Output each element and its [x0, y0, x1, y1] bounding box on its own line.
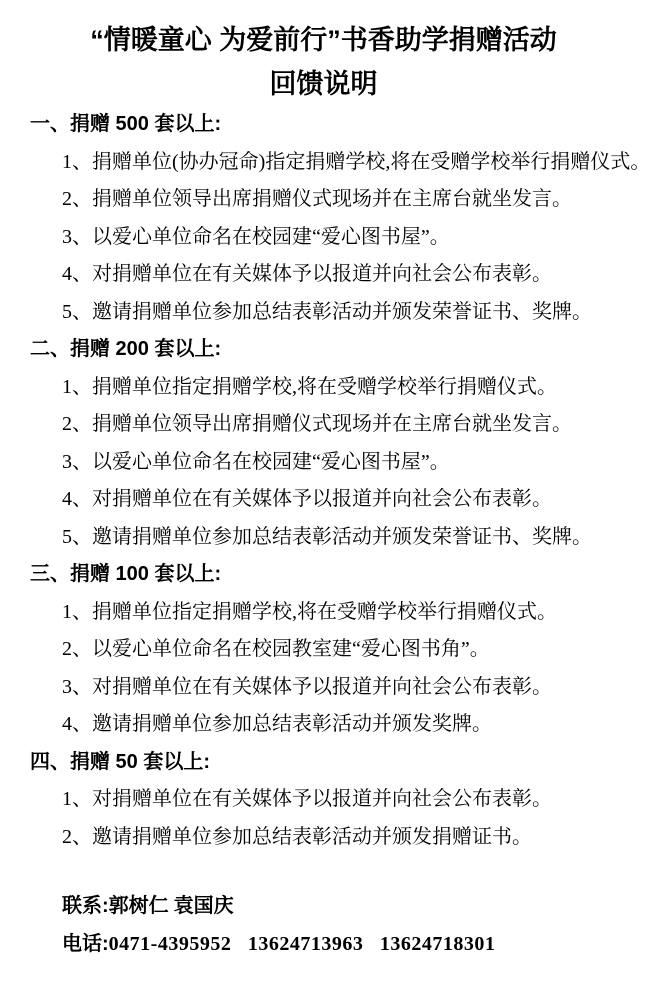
document-title-line2: 回馈说明	[269, 69, 378, 99]
document-title-line1: “情暖童心 为爱前行”书香助学捐赠活动	[90, 25, 557, 55]
section-1-item-4: 4、对捐赠单位在有关媒体予以报道并向社会公布表彰。	[62, 263, 552, 285]
section-2-item-3: 3、以爱心单位命名在校园建“爱心图书屋”。	[62, 450, 450, 473]
contact-block	[30, 888, 617, 963]
section-3-item-4: 4、邀请捐赠单位参加总结表彰活动并颁发奖牌。	[62, 713, 492, 735]
contact-names: 郭树仁 袁国庆	[108, 895, 234, 917]
section-2-item-1: 1、捐赠单位指定捐赠学校,将在受赠学校举行捐赠仪式。	[62, 375, 557, 398]
contact-label: 联系:	[62, 895, 109, 917]
section-3-item-2: 2、以爱心单位命名在校园教室建“爱心图书角”。	[62, 638, 490, 660]
phone-numbers: 0471-4395952 13624713963 13624718301	[108, 932, 496, 955]
section-3-heading: 三、捐赠 100 套以上:	[30, 563, 222, 585]
section-2-item-2: 2、捐赠单位领导出席捐赠仪式现场并在主席台就坐发言。	[62, 413, 572, 435]
section-1-item-3: 3、以爱心单位命名在校园建“爱心图书屋”。	[62, 225, 450, 248]
document-body	[30, 106, 651, 856]
section-2-heading: 二、捐赠 200 套以上:	[30, 338, 222, 360]
section-2-item-5: 5、邀请捐赠单位参加总结表彰活动并颁发荣誉证书、奖牌。	[62, 525, 592, 548]
section-1-item-1: 1、捐赠单位(协办冠命)指定捐赠学校,将在受赠学校举行捐赠仪式。	[62, 150, 651, 173]
phone-label: 电话:	[62, 932, 109, 955]
section-4-item-2: 2、邀请捐赠单位参加总结表彰活动并颁发捐赠证书。	[62, 825, 532, 848]
contact-names-line	[62, 888, 617, 926]
section-4-heading: 四、捐赠 50 套以上:	[30, 750, 211, 773]
section-3-item-3: 3、对捐赠单位在有关媒体予以报道并向社会公布表彰。	[62, 675, 552, 698]
section-1-heading: 一、捐赠 500 套以上:	[30, 113, 222, 135]
section-1-item-2: 2、捐赠单位领导出席捐赠仪式现场并在主席台就坐发言。	[62, 188, 572, 210]
section-4-item-1: 1、对捐赠单位在有关媒体予以报道并向社会公布表彰。	[62, 788, 552, 810]
section-3-item-1: 1、捐赠单位指定捐赠学校,将在受赠学校举行捐赠仪式。	[62, 600, 557, 623]
section-2-item-4: 4、对捐赠单位在有关媒体予以报道并向社会公布表彰。	[62, 488, 552, 510]
section-1-item-5: 5、邀请捐赠单位参加总结表彰活动并颁发荣誉证书、奖牌。	[62, 300, 592, 323]
contact-phone-line	[62, 926, 617, 964]
